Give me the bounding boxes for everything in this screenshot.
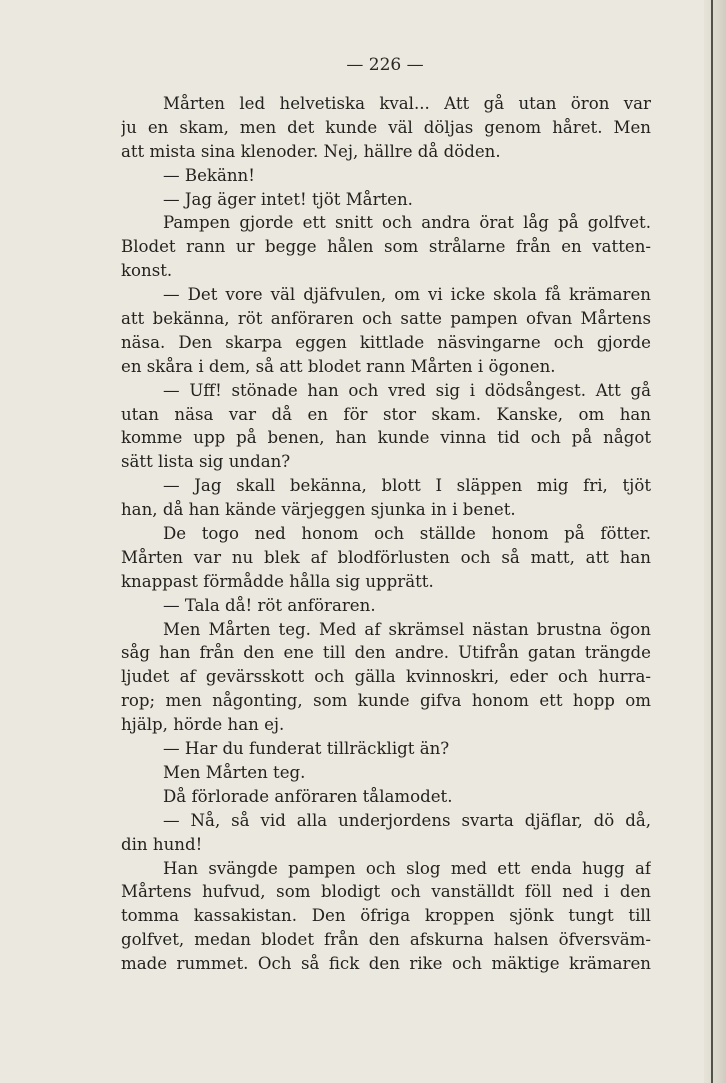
text-line: — Det vore väl djäfvulen, om vi icke skola få krämaren (163, 285, 651, 305)
text-line: Men Mårten teg. (163, 762, 306, 782)
text-line: näsa. Den skarpa eggen kittlade näsvingarne och gjorde (121, 332, 651, 352)
text-line: Blodet rann ur begge hålen som strålarne från en vatten- (121, 237, 651, 257)
text-line: tomma kassakistan. Den öfriga kroppen sjönk tungt till (121, 906, 651, 926)
text-line: Då förlorade anföraren tålamodet. (163, 786, 453, 806)
text-line: — Uff! stönade han och vred sig i dödsångest. Att gå (163, 380, 651, 400)
text-line: golfvet, medan blodet från den afskurna halsen öfversväm- (121, 930, 651, 950)
text-line: — Jag skall bekänna, blott I släppen mig fri, tjöt (163, 476, 651, 496)
text-line: konst. (121, 261, 173, 281)
text-line: att bekänna, röt anföraren och satte pampen ofvan Mårtens (121, 309, 651, 329)
text-line: — Nå, så vid alla underjordens svarta djäflar, dö då, (163, 810, 651, 830)
text-line: han, då han kände värjeggen sjunka in i benet. (121, 500, 516, 520)
text-line: såg han från den ene till den andre. Utifrån gatan trängde (121, 643, 651, 663)
text-line: att mista sina klenoder. Nej, hällre då döden. (121, 141, 501, 161)
text-line: made rummet. Och så fick den rike och mäktige krämaren (121, 954, 651, 974)
text-line: — Bekänn! (163, 165, 255, 185)
page-edge-line (711, 0, 713, 1083)
text-line: rop; men någonting, som kunde gifva honom ett hopp om (121, 691, 651, 711)
text-line: — Har du funderat tillräckligt än? (163, 739, 450, 759)
text-line: knappast förmådde hålla sig upprätt. (121, 571, 434, 591)
text-line: — Jag äger intet! tjöt Mårten. (163, 189, 413, 209)
text-line: utan näsa var då en för stor skam. Kanske, om han (121, 404, 651, 424)
text-line: sätt lista sig undan? (121, 452, 291, 472)
text-line: din hund! (121, 834, 203, 854)
text-line: komme upp på benen, han kunde vinna tid och på något (121, 428, 651, 448)
text-line: De togo ned honom och ställde honom på fötter. (163, 524, 651, 544)
page-number: — 226 — (346, 55, 424, 75)
body-text (121, 92, 651, 976)
text-line: Han svängde pampen och slog med ett enda hugg af (163, 858, 651, 878)
text-line: ljudet af gevärsskott och gälla kvinnoskri, eder och hurra- (121, 667, 651, 687)
text-line: Pampen gjorde ett snitt och andra örat låg på golfvet. (163, 213, 651, 233)
text-line: Mårten var nu blek af blodförlusten och så matt, att han (121, 547, 651, 567)
text-line: Men Mårten teg. Med af skrämsel nästan brustna ögon (163, 619, 651, 639)
text-line: Mårtens hufvud, som blodigt och vanställdt föll ned i den (121, 882, 651, 902)
text-line: hjälp, hörde han ej. (121, 715, 285, 735)
text-line: — Tala då! röt anföraren. (163, 595, 376, 615)
text-line: Mårten led helvetiska kval... Att gå utan öron var (163, 94, 651, 113)
text-line: ju en skam, men det kunde väl döljas genom håret. Men (121, 117, 651, 137)
text-line: en skåra i dem, så att blodet rann Mårten i ögonen. (121, 356, 556, 376)
page-edge-shadow (704, 0, 726, 1083)
